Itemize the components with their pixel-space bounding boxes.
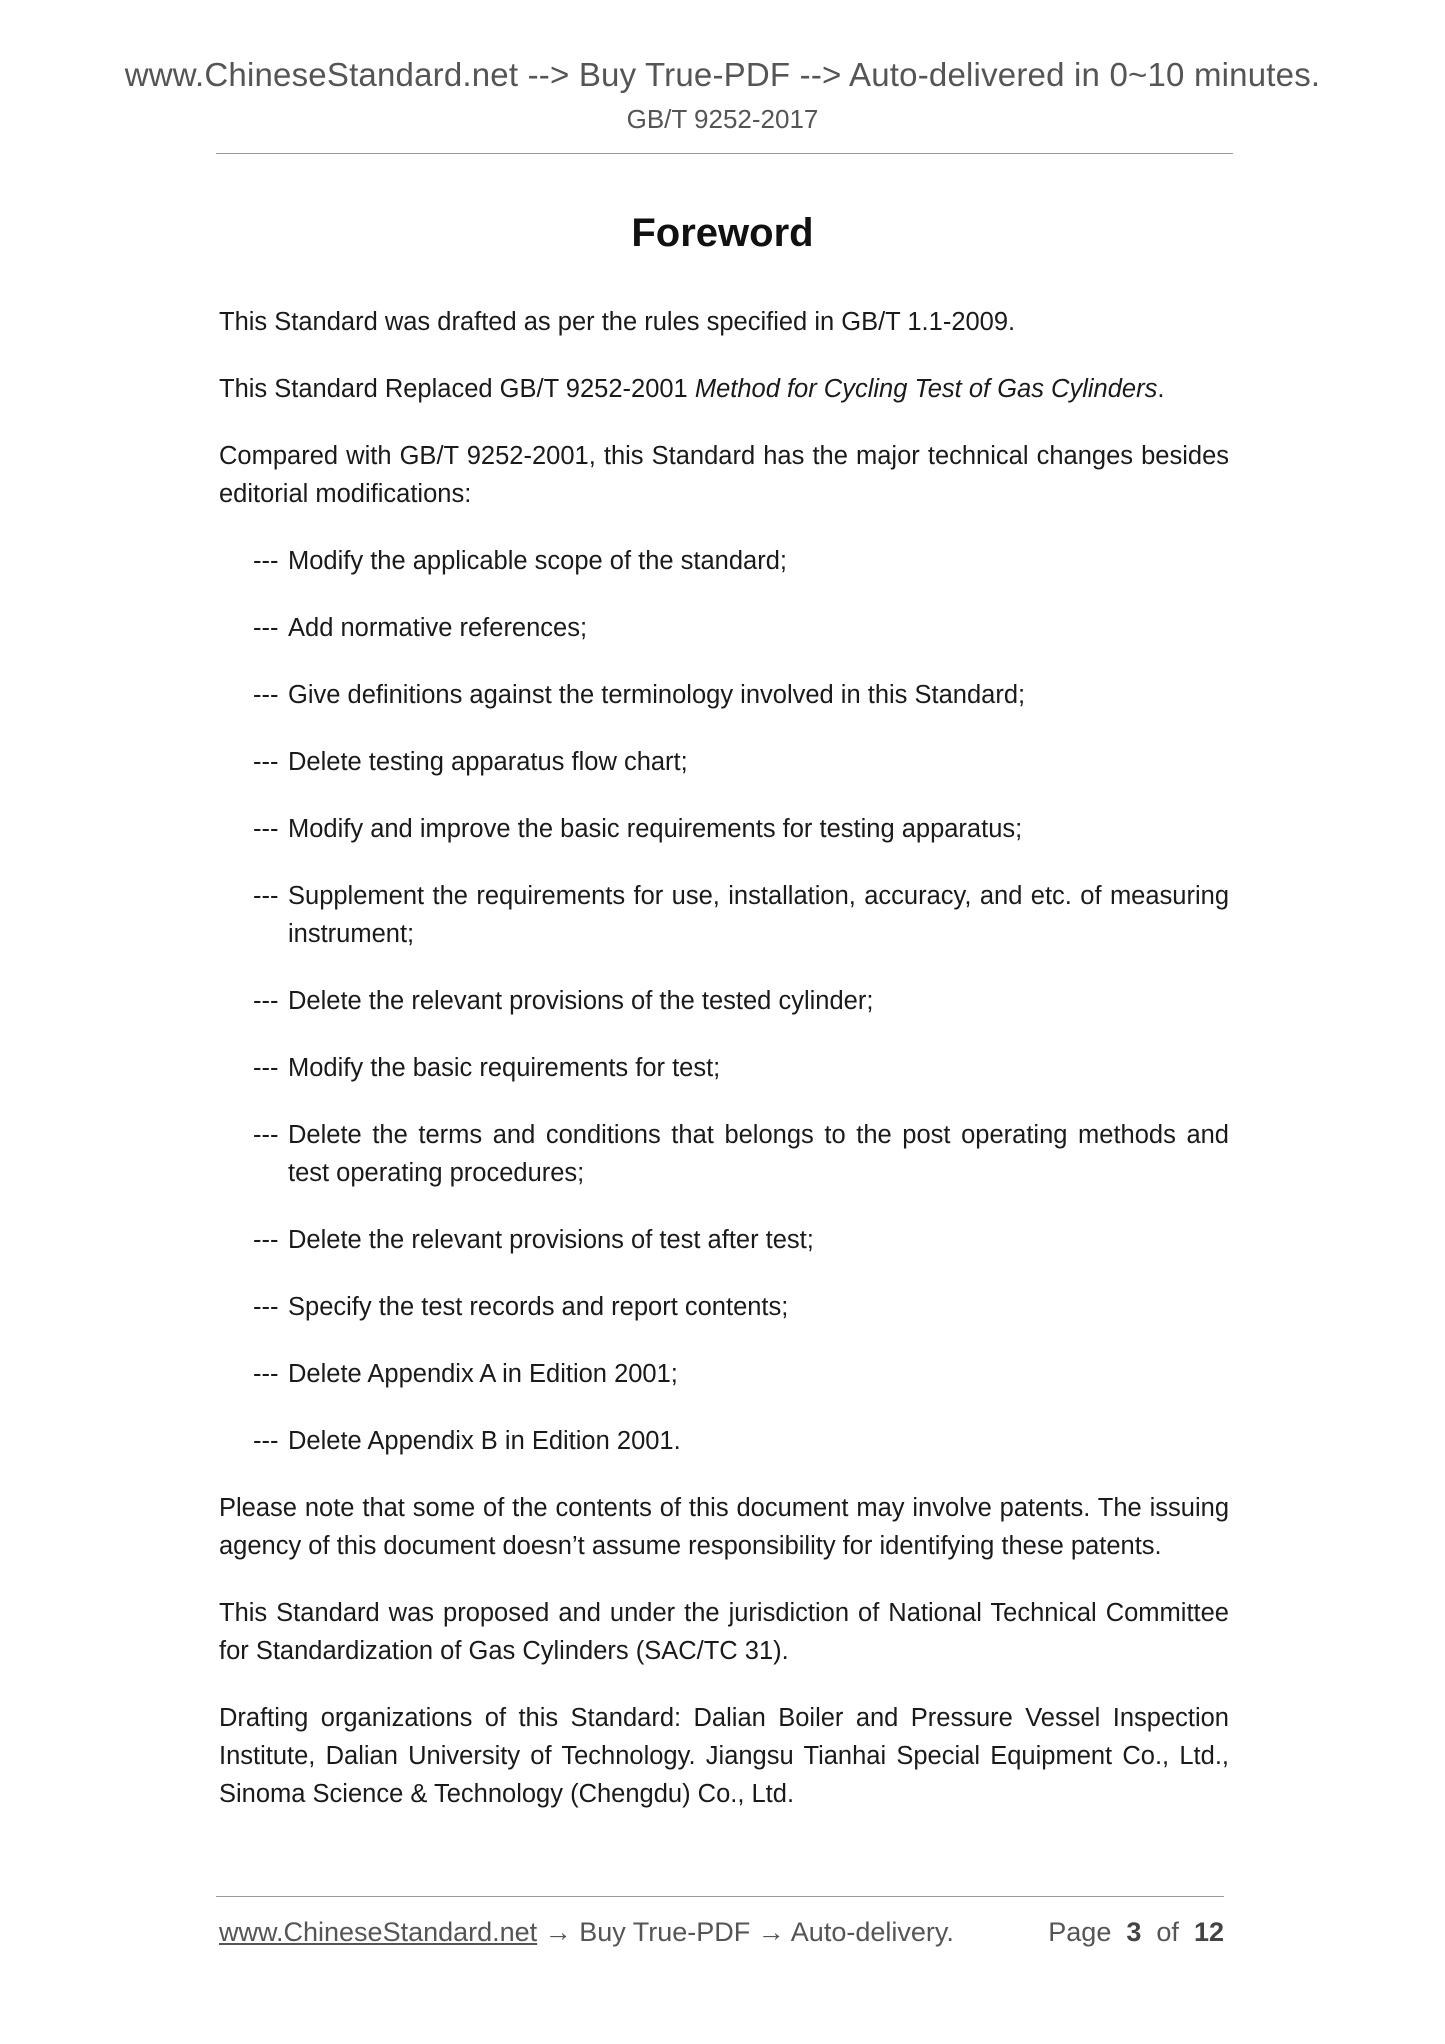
of-label: of (1156, 1917, 1179, 1947)
list-item-text: Modify the applicable scope of the standard; (288, 547, 787, 575)
footer-promo (219, 1917, 954, 1948)
current-page: 3 (1126, 1917, 1142, 1947)
list-item-text: Specify the test records and report contents; (288, 1293, 789, 1321)
list-dash: --- (253, 547, 279, 575)
list-item-text: Delete Appendix A in Edition 2001; (288, 1360, 678, 1388)
list-item-text: Supplement the requirements for use, installation, accuracy, and etc. of measuring instrument; (288, 882, 1229, 948)
list-item (253, 743, 1229, 781)
list-item-text: Add normative references; (288, 614, 588, 642)
list-dash: --- (253, 614, 279, 642)
document-id: GB/T 9252-2017 (626, 104, 819, 134)
list-item (253, 1049, 1229, 1087)
footer-buy-text: Buy True-PDF (579, 1917, 751, 1947)
list-item-text: Modify and improve the basic requirements for testing apparatus; (288, 815, 1023, 843)
drafting-organizations-paragraph: Drafting organizations of this Standard: Dalian Boiler and Pressure Vessel Inspection Institute, Dalian University of Technology. Jiangsu Tianhai Special Equipment Co., Ltd., Sinoma Science & Technology (Chengdu) Co., Ltd. (219, 1704, 1229, 1808)
proposal-paragraph: This Standard was proposed and under the jurisdiction of National Technical Committee for Standardization of Gas Cylinders (SAC/TC 31). (219, 1599, 1229, 1665)
page-label: Page (1048, 1917, 1112, 1947)
replacement-suffix: . (1157, 375, 1165, 403)
header-banner: www.ChineseStandard.net --> Buy True-PDF --> Auto-delivered in 0~10 minutes. (124, 56, 1321, 93)
replacement-prefix: This Standard Replaced GB/T 9252-2001 (219, 375, 695, 403)
replacement-paragraph (219, 370, 1229, 408)
arrow-right-icon: → (544, 1917, 572, 1947)
list-dash: --- (253, 882, 279, 910)
list-item (253, 810, 1229, 848)
list-item (253, 542, 1229, 580)
list-dash: --- (253, 1226, 279, 1254)
total-pages: 12 (1193, 1917, 1224, 1947)
list-item (253, 676, 1229, 714)
header-divider (216, 153, 1233, 154)
changes-intro-paragraph: Compared with GB/T 9252-2001, this Standard has the major technical changes besides editorial modifications: (219, 442, 1229, 508)
list-item-text: Delete the relevant provisions of test after test; (288, 1226, 814, 1254)
list-dash: --- (253, 1293, 279, 1321)
list-dash: --- (253, 681, 279, 709)
footer-site-link[interactable]: www.ChineseStandard.net (219, 1917, 538, 1947)
changes-list (219, 542, 1229, 1460)
list-item-text: Delete Appendix B in Edition 2001. (288, 1427, 681, 1455)
list-dash: --- (253, 987, 279, 1015)
drafting-rules-paragraph: This Standard was drafted as per the rules specified in GB/T 1.1-2009. (219, 308, 1016, 336)
page-number (1048, 1917, 1224, 1948)
page-title: Foreword (631, 211, 814, 255)
list-dash: --- (253, 1121, 279, 1149)
list-item (253, 982, 1229, 1020)
list-item-text: Delete the relevant provisions of the tested cylinder; (288, 987, 874, 1015)
list-dash: --- (253, 1360, 279, 1388)
list-item (253, 1422, 1229, 1460)
list-dash: --- (253, 748, 279, 776)
list-item (253, 1221, 1229, 1259)
list-dash: --- (253, 815, 279, 843)
list-item-text: Give definitions against the terminology involved in this Standard; (288, 681, 1026, 709)
replaced-standard-title: Method for Cycling Test of Gas Cylinders (694, 375, 1158, 403)
list-item-text: Modify the basic requirements for test; (288, 1054, 721, 1082)
arrow-right-icon: → (757, 1917, 785, 1947)
list-item (253, 1116, 1229, 1192)
list-item-text: Delete testing apparatus flow chart; (288, 748, 688, 776)
list-item-text: Delete the terms and conditions that belongs to the post operating methods and test operating procedures; (288, 1121, 1229, 1187)
patent-notice-paragraph: Please note that some of the contents of this document may involve patents. The issuing agency of this document doesn’t assume responsibility for identifying these patents. (219, 1494, 1229, 1560)
foreword-body (219, 303, 1229, 1842)
list-dash: --- (253, 1054, 279, 1082)
footer-delivery-text: Auto-delivery. (790, 1917, 954, 1947)
list-item (253, 877, 1229, 953)
footer-divider (216, 1896, 1224, 1897)
list-item (253, 1288, 1229, 1326)
list-item (253, 609, 1229, 647)
list-item (253, 1355, 1229, 1393)
list-dash: --- (253, 1427, 279, 1455)
